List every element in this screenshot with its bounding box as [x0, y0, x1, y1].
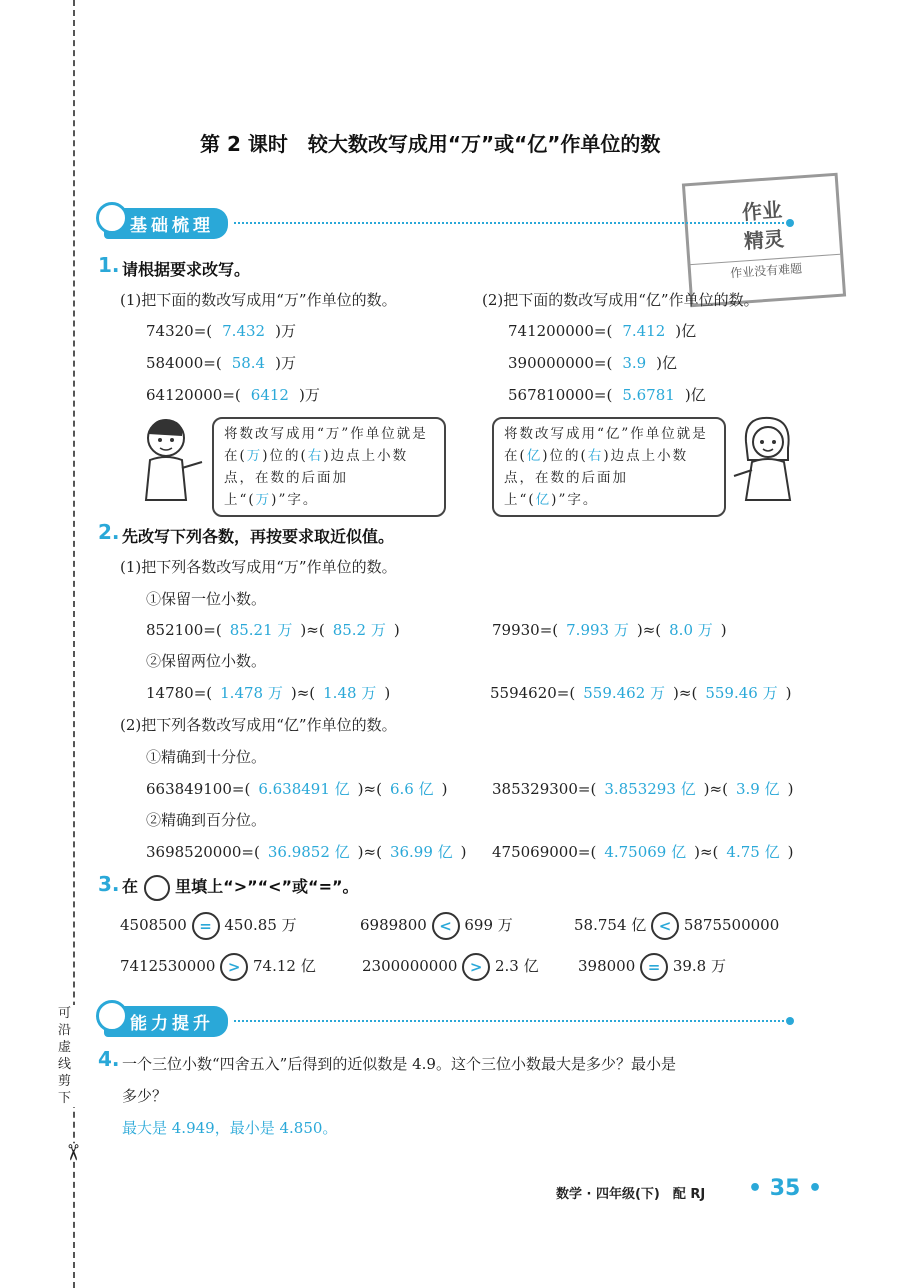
q2-sub4: ②精确到百分位。 — [146, 811, 267, 829]
q2-sub2: ②保留两位小数。 — [146, 652, 267, 670]
clock-icon — [96, 202, 128, 234]
compare-item: 398000 = 39.8 万 — [578, 953, 726, 981]
q2-text: 先改写下列各数，再按要求取近似值。 — [122, 527, 395, 546]
q1-number: 1. — [98, 253, 120, 277]
q2-row: 14780=( 1.478 万 )≈( 1.48 万 ) — [146, 684, 391, 702]
compare-item: 2300000000 > 2.3 亿 — [362, 953, 539, 981]
q2-row: 852100=( 85.21 万 )≈( 85.2 万 ) — [146, 621, 400, 639]
q2-row: 475069000=( 4.75069 亿 )≈( 4.75 亿 ) — [492, 843, 794, 861]
q1-left-row: 74320=( 7.432 )万 — [146, 322, 296, 340]
page-title: 第 2 课时 较大数改写成用“万”或“亿”作单位的数 — [200, 132, 661, 156]
section-title: 能力提升 — [130, 1013, 214, 1034]
q1-left-row: 584000=( 58.4 )万 — [146, 354, 296, 372]
q2-part1: (1)把下列各数改写成用“万”作单位的数。 — [120, 558, 397, 576]
section-banner-basic — [104, 208, 794, 238]
clock-icon — [96, 1000, 128, 1032]
q4-text-cont: 多少？ — [122, 1087, 168, 1105]
q1-part2: (2)把下面的数改写成用“亿”作单位的数。 — [482, 291, 759, 309]
compare-item: 6989800 < 699 万 — [360, 912, 513, 940]
footer-subject: 数学 · 四年级(下) 配 RJ — [556, 1187, 706, 1202]
compare-item: 4508500 = 450.85 万 — [120, 912, 297, 940]
q1-text: 请根据要求改写。 — [122, 260, 251, 279]
q2-part2: (2)把下列各数改写成用“亿”作单位的数。 — [120, 716, 397, 734]
hint-bubble-right: 将数改写成用“亿”作单位就是在(亿)位的(右)边点上小数点，在数的后面加上“(亿)”字。 — [492, 417, 726, 517]
q4-number: 4. — [98, 1047, 120, 1071]
q2-row: 663849100=( 6.638491 亿 )≈( 6.6 亿 ) — [146, 780, 448, 798]
cut-hint: 可沿虚线剪下 — [58, 1005, 76, 1107]
hint-bubble-left: 将数改写成用“万”作单位就是在(万)位的(右)边点上小数点，在数的后面加上“(万)”字。 — [212, 417, 446, 517]
section-banner-ability — [104, 1006, 794, 1036]
q2-sub3: ①精确到十分位。 — [146, 748, 267, 766]
page-number: • 35 • — [748, 1176, 823, 1201]
q1-right-row: 390000000=( 3.9 )亿 — [508, 354, 678, 372]
q2-row: 385329300=( 3.853293 亿 )≈( 3.9 亿 ) — [492, 780, 794, 798]
q3-number: 3. — [98, 872, 120, 896]
q2-row: 79930=( 7.993 万 )≈( 8.0 万 ) — [492, 621, 727, 639]
q2-sub1: ①保留一位小数。 — [146, 590, 267, 608]
q4-text: 一个三位小数“四舍五入”后得到的近似数是 4.9。这个三位小数最大是多少？最小是 — [122, 1055, 676, 1073]
compare-item: 7412530000 > 74.12 亿 — [120, 953, 316, 981]
girl-illustration — [730, 412, 802, 504]
q1-left-row: 64120000=( 6412 )万 — [146, 386, 320, 404]
q2-row: 5594620=( 559.462 万 )≈( 559.46 万 ) — [490, 684, 792, 702]
boy-illustration — [136, 412, 208, 504]
q3-text: 在 里填上“>”“<”或“=”。 — [122, 874, 359, 901]
q1-right-row: 567810000=( 5.6781 )亿 — [508, 386, 706, 404]
compare-item: 58.754 亿 < 5875500000 — [574, 912, 779, 940]
q1-right-row: 741200000=( 7.412 )亿 — [508, 322, 697, 340]
q2-number: 2. — [98, 520, 120, 544]
q1-part1: (1)把下面的数改写成用“万”作单位的数。 — [120, 291, 397, 309]
scissors-icon: ✂ — [59, 1143, 85, 1162]
q2-row: 3698520000=( 36.9852 亿 )≈( 36.99 亿 ) — [146, 843, 467, 861]
brand-stamp: 作业 精灵 作业没有难题 — [682, 173, 846, 308]
blank-circle-icon — [144, 875, 170, 901]
section-title: 基础梳理 — [130, 215, 214, 236]
q4-answer: 最大是 4.949，最小是 4.850。 — [122, 1119, 338, 1137]
